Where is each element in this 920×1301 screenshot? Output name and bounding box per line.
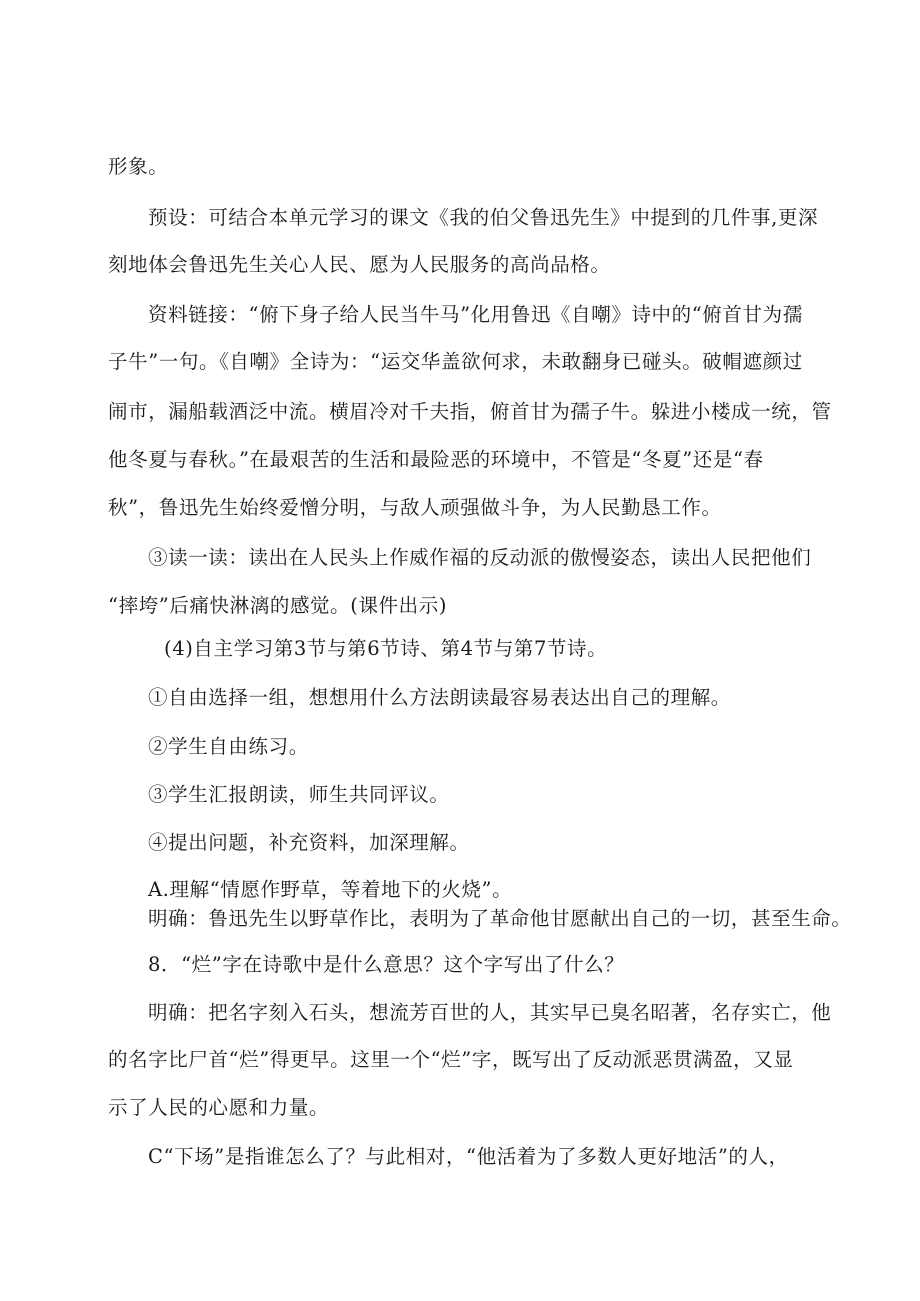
- text-line: 8．“烂”字在诗歌中是什么意思？这个字写出了什么？: [148, 953, 625, 976]
- text-line: ③读一读：读出在人民头上作威作福的反动派的傲慢姿态，读出人民把他们: [148, 546, 812, 569]
- text-line: ①自由选择一组，想想用什么方法朗读最容易表达出自己的理解。: [148, 686, 731, 709]
- text-line: 他冬夏与春秋。”在最艰苦的生活和最险恶的环境中，不管是“冬夏”还是“春: [108, 448, 764, 471]
- text-line: 的名字比尸首“烂”得更早。这里一个“烂”字，既写出了反动派恶贯满盈，又显: [108, 1048, 794, 1071]
- text-line: 子牛”一句。《自嘲》全诗为：“运交华盖欲何求，未敢翻身已碰头。破帽遮颜过: [108, 350, 803, 373]
- text-line: A.理解“情愿作野草，等着地下的火烧”。: [148, 878, 513, 901]
- text-line: “摔垮”后痛快淋漓的感觉。(课件出示): [108, 594, 448, 617]
- text-line: 刻地体会鲁迅先生关心人民、愿为人民服务的高尚品格。: [108, 253, 611, 276]
- text-line: 形象。: [108, 155, 169, 178]
- text-line: 明确：鲁迅先生以野草作比，表明为了革命他甘愿献出自己的一切，甚至生命。: [148, 907, 852, 930]
- text-line: 示了人民的心愿和力量。: [108, 1096, 330, 1119]
- text-line: C“下场”是指谁怎么了？与此相对，“他活着为了多数人更好地活”的人，: [148, 1145, 789, 1168]
- text-line: 闹市，漏船载酒泛中流。横眉冷对千夫指，俯首甘为孺子牛。躲进小楼成一统，管: [108, 400, 832, 423]
- text-line: ②学生自由练习。: [148, 735, 309, 758]
- text-line: 秋”，鲁迅先生始终爱憎分明，与敌人顽强做斗争，为人民勤恳工作。: [108, 496, 722, 519]
- text-line: 资料链接：“俯下身子给人民当牛马”化用鲁迅《自嘲》诗中的“俯首甘为孺: [148, 303, 803, 326]
- text-line: 明确：把名字刻入石头，想流芳百世的人，其实早已臭名昭著，名存实亡，他: [148, 1001, 832, 1024]
- text-line: ③学生汇报朗读，师生共同评议。: [148, 783, 450, 806]
- text-line: ④提出问题，补充资料，加深理解。: [148, 831, 470, 854]
- text-line: 预设：可结合本单元学习的课文《我的伯父鲁迅先生》中提到的几件事,更深: [148, 206, 819, 229]
- text-line: (4)自主学习第3节与第6节诗、第4节与第7节诗。: [164, 637, 608, 660]
